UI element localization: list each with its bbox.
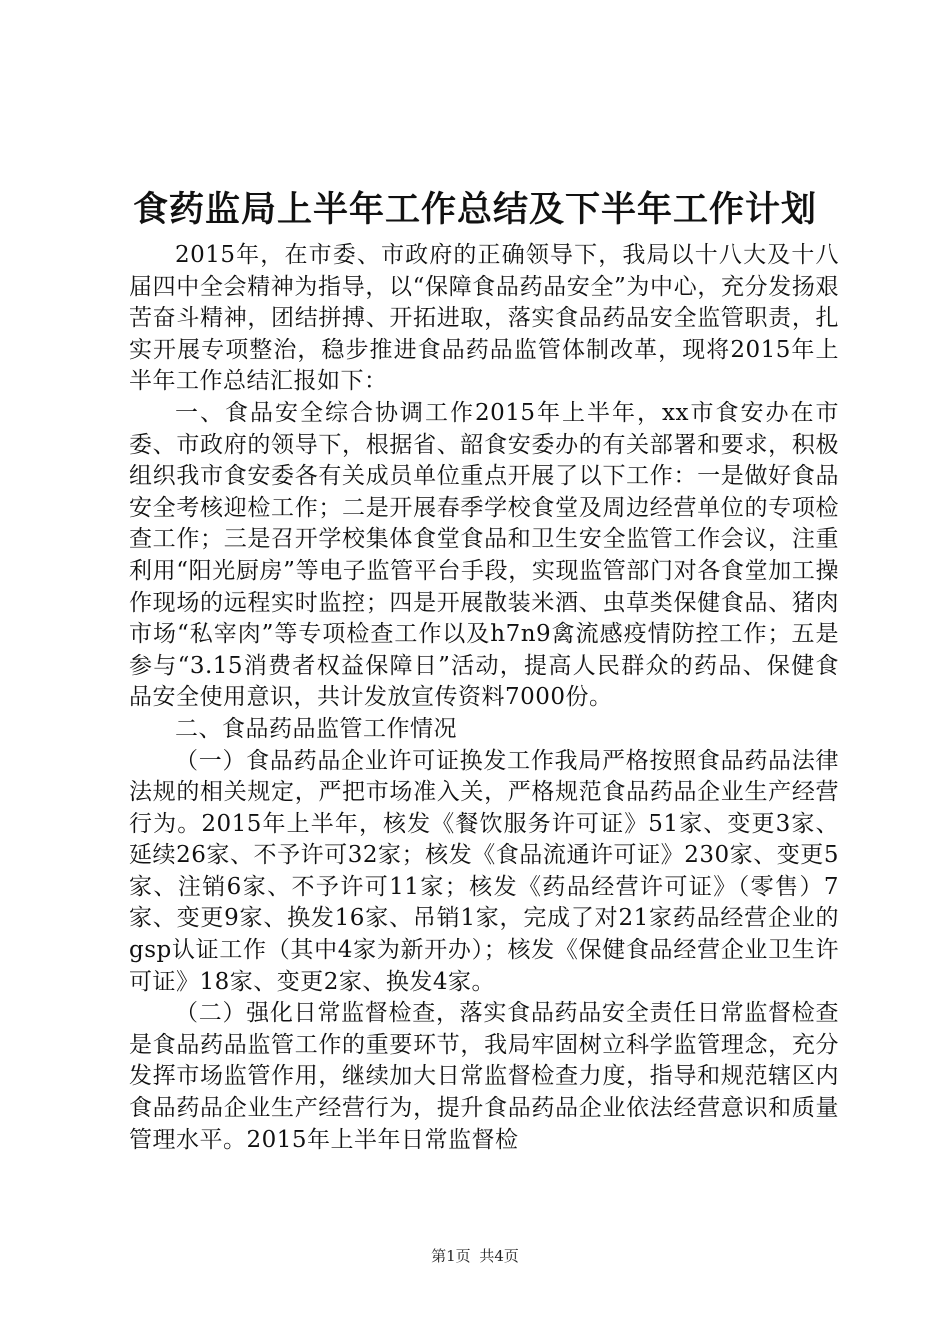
paragraph-section-2-heading: 二、食品药品监管工作情况: [175, 715, 457, 742]
document-title: 食药监局上半年工作总结及下半年工作计划: [132, 189, 817, 230]
page-number: 第1页: [431, 1247, 471, 1265]
page-total: 共4页: [479, 1247, 519, 1265]
document-body: [129, 240, 839, 1156]
paragraph-subsection-2: （二）强化日常监督检查，落实食品药品安全责任日常监督检查是食品药品监管工作的重要环节，我局牢固树立科学监管理念，充分发挥市场监管作用，继续加大日常监督检查力度，指导和规范辖区内食品药品企业生产经营行为，提升食品药品企业依法经营意识和质量管理水平。2015年上半年日常监督检: [129, 1000, 839, 1153]
paragraph-subsection-1: （一）食品药品企业许可证换发工作我局严格按照食品药品法律法规的相关规定，严把市场准入关，严格规范食品药品企业生产经营行为。2015年上半年，核发《餐饮服务许可证》51家、变更3家、延续26家、不予许可32家；核发《食品流通许可证》230家、变更5家、注销6家、不予许可11家；核发《药品经营许可证》（零售）7家、变更9家、换发16家、吊销1家，完成了对21家药品经营企业的gsp认证工作（其中4家为新开办）；核发《保健食品经营企业卫生许可证》18家、变更2家、换发4家。: [129, 747, 839, 995]
paragraph-section-1: 一、食品安全综合协调工作2015年上半年，xx市食安办在市委、市政府的领导下，根据省、韶食安委办的有关部署和要求，积极组织我市食安委各有关成员单位重点开展了以下工作：一是做好食品安全考核迎检工作；二是开展春季学校食堂及周边经营单位的专项检查工作；三是召开学校集体食堂食品和卫生安全监管工作会议，注重利用“阳光厨房”等电子监管平台手段，实现监管部门对各食堂加工操作现场的远程实时监控；四是开展散装米酒、虫草类保健食品、猪肉市场“私宰肉”等专项检查工作以及h7n9禽流感疫情防控工作；五是参与“3.15消费者权益保障日”活动，提高人民群众的药品、保健食品安全使用意识，共计发放宣传资料7000份。: [129, 399, 839, 711]
paragraph-intro: 2015年，在市委、市政府的正确领导下，我局以十八大及十八届四中全会精神为指导，以“保障食品药品安全”为中心，充分发扬艰苦奋斗精神，团结拼搏、开拓进取，落实食品药品安全监管职责，扎实开展专项整治，稳步推进食品药品监管体制改革，现将2015年上半年工作总结汇报如下：: [129, 242, 839, 395]
page-footer: [0, 1246, 950, 1266]
